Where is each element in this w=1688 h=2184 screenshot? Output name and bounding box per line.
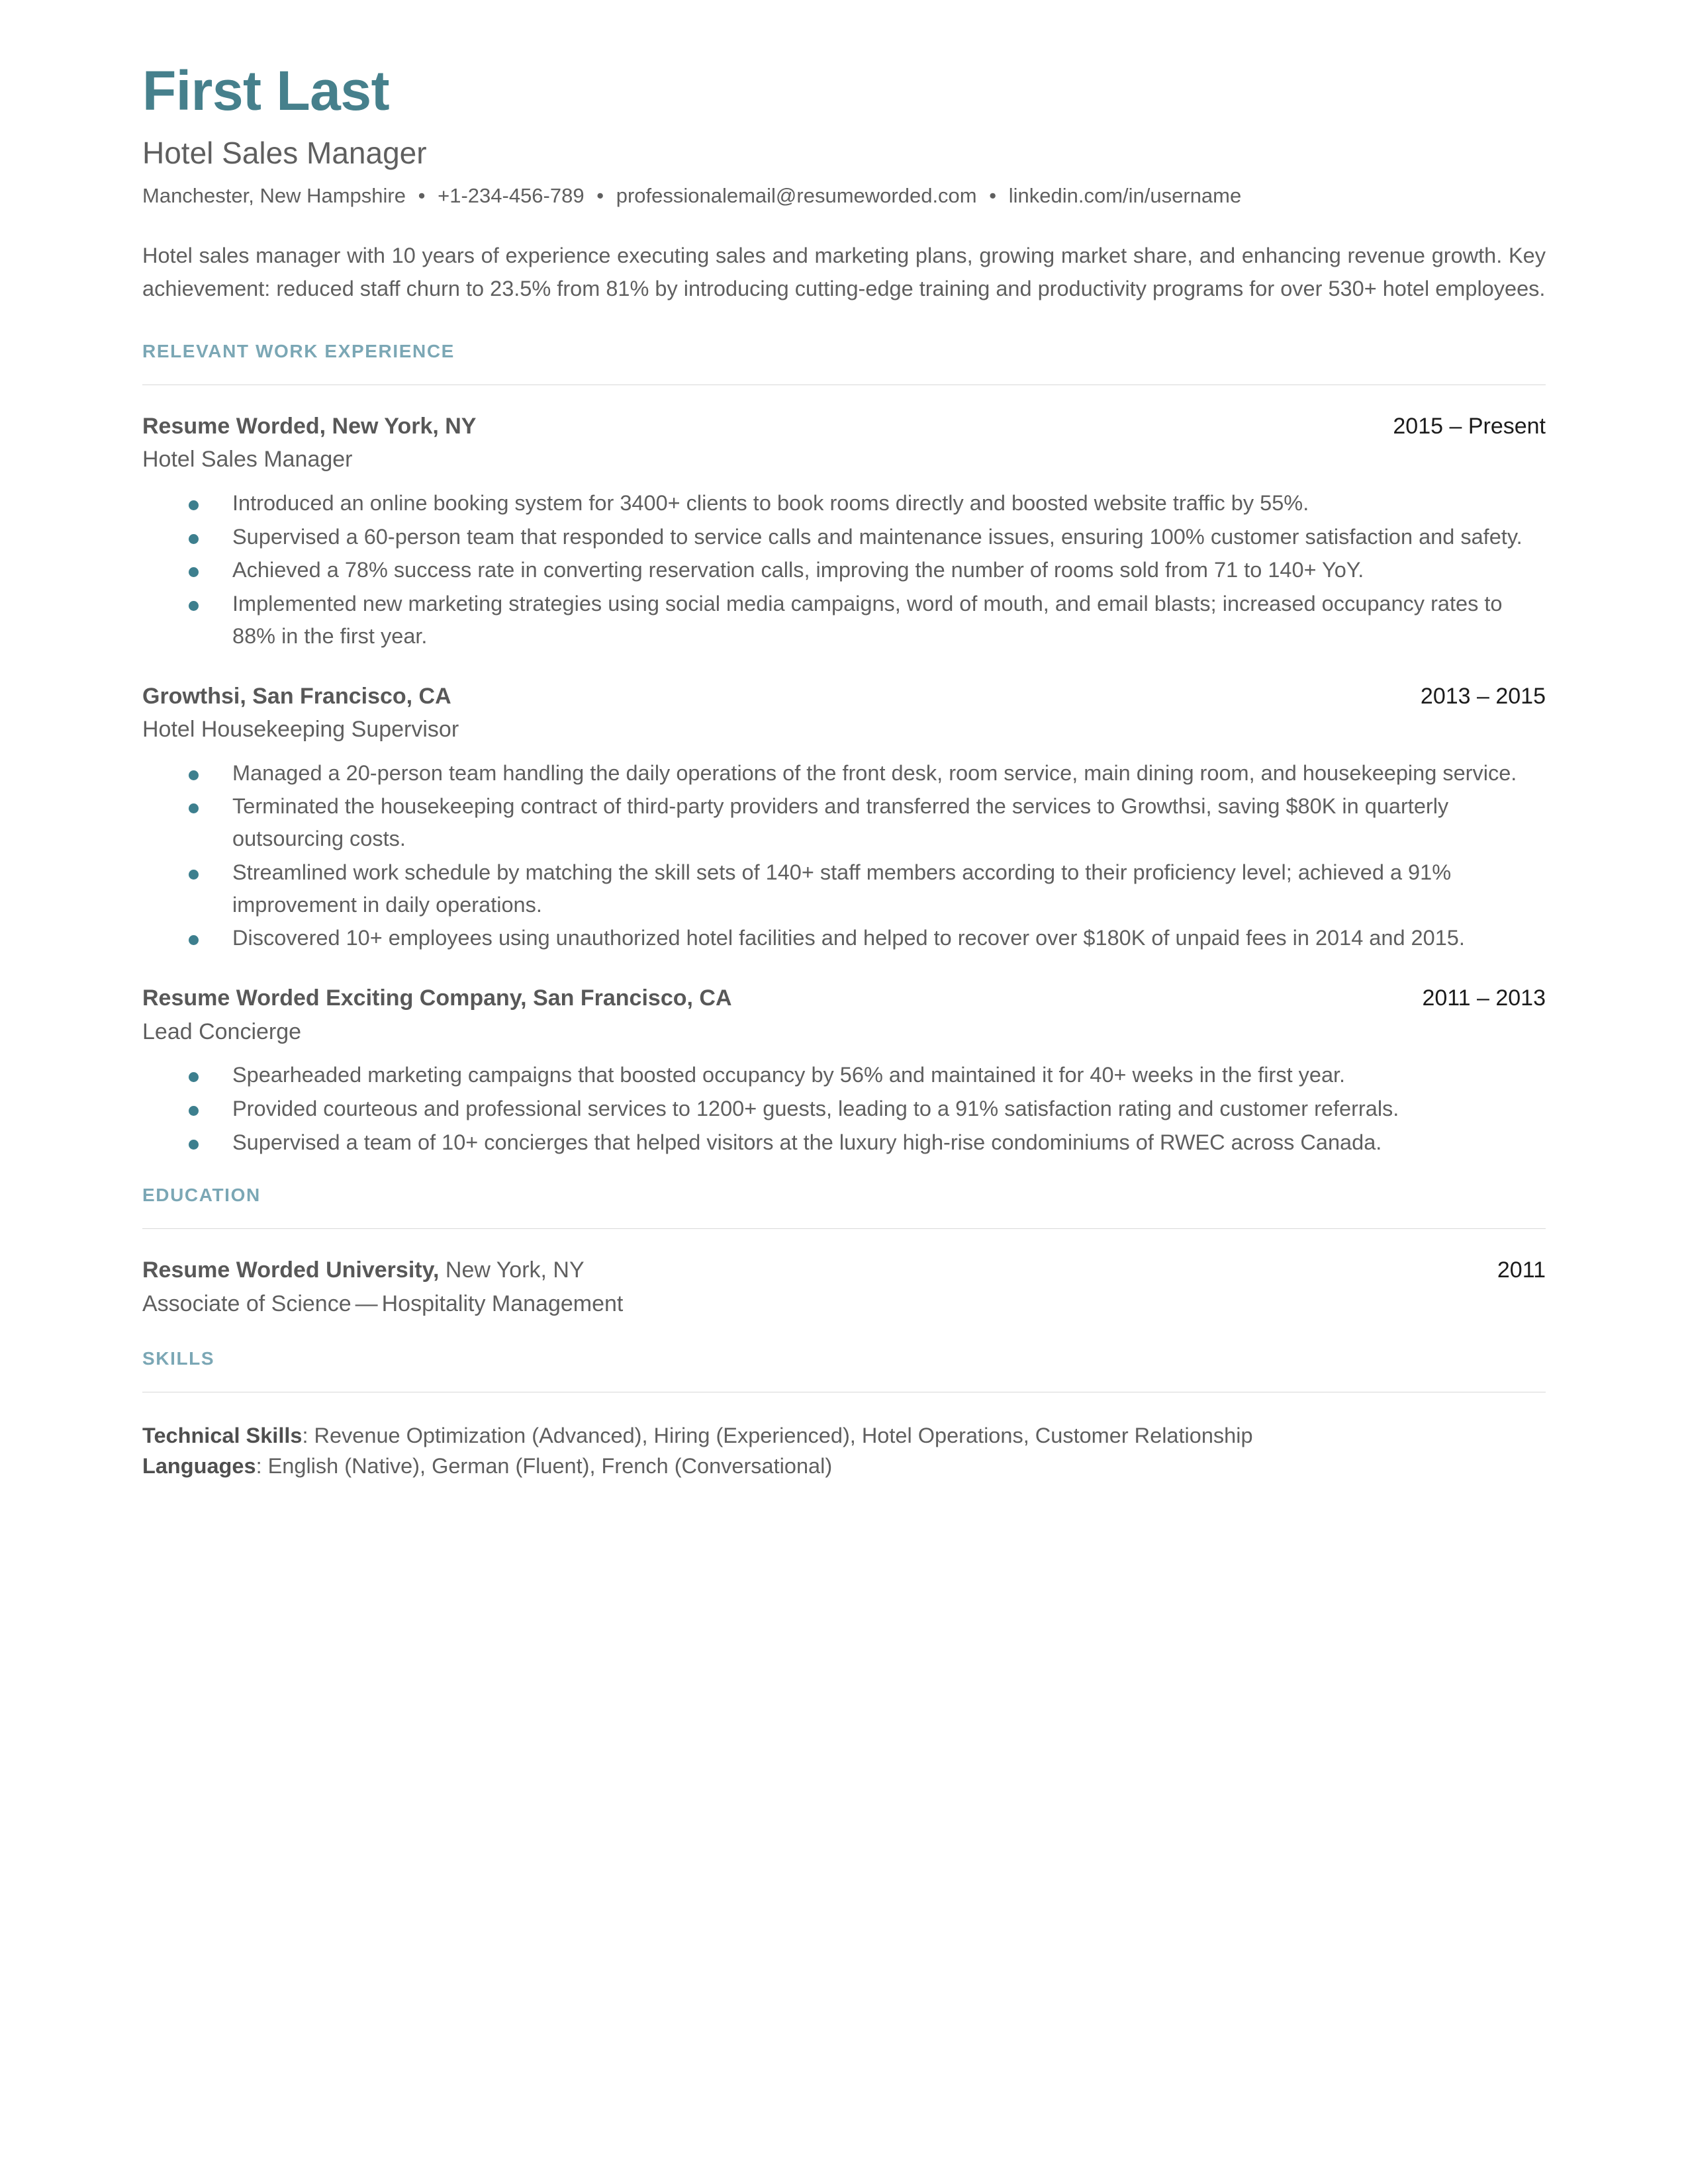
- experience-organization: Resume Worded Exciting Company, San Francisco, CA: [142, 985, 732, 1011]
- resume-header: [142, 60, 1546, 305]
- list-item: Streamlined work schedule by matching the skill sets of 140+ staff members according to their proficiency level; achieved a 91% improvement in daily operations.: [181, 856, 1546, 921]
- education-entry-header: [142, 1257, 1546, 1284]
- skills-technical-value: : Revenue Optimization (Advanced), Hiring (Experienced), Hotel Operations, Customer Relationship: [302, 1424, 1253, 1448]
- contact-location: Manchester, New Hampshire: [142, 183, 406, 207]
- experience-entry: [142, 985, 1546, 1158]
- skills-languages-label: Languages: [142, 1454, 256, 1479]
- page-title: First Last: [142, 60, 390, 122]
- education-degree-field: Hospitality Management: [381, 1291, 624, 1316]
- skills-technical-label: Technical Skills: [142, 1424, 303, 1448]
- education-school-location: New York, NY: [439, 1257, 585, 1283]
- education-degree-type: Associate of Science: [142, 1291, 352, 1316]
- contact-separator-icon: •: [418, 183, 426, 207]
- education-school: [142, 1257, 585, 1284]
- contact-linkedin[interactable]: linkedin.com/in/username: [1008, 183, 1242, 207]
- section-heading-skills: SKILLS: [142, 1348, 215, 1369]
- list-item: Supervised a team of 10+ concierges that helped visitors at the luxury high-rise condominiums of RWEC across Canada.: [181, 1126, 1546, 1159]
- list-item: Achieved a 78% success rate in converting reservation calls, improving the number of rooms sold from 71 to 140+ YoY.: [181, 554, 1546, 586]
- education-entry: [142, 1257, 1546, 1318]
- contact-separator-icon: •: [989, 183, 997, 207]
- experience-entry-header: [142, 413, 1546, 440]
- experience-bullet-list: [142, 1059, 1546, 1158]
- list-item: Spearheaded marketing campaigns that boosted occupancy by 56% and maintained it for 40+ weeks in the first year.: [181, 1059, 1546, 1091]
- section-heading-education: EDUCATION: [142, 1185, 261, 1206]
- experience-dates: 2011 – 2013: [1422, 985, 1546, 1011]
- experience-organization: Growthsi, San Francisco, CA: [142, 683, 451, 709]
- list-item: Introduced an online booking system for 3400+ clients to book rooms directly and boosted website traffic by 55%.: [181, 487, 1546, 520]
- experience-entry: [142, 683, 1546, 954]
- experience-role: Hotel Sales Manager: [142, 447, 353, 473]
- contact-phone[interactable]: +1-234-456-789: [438, 183, 585, 207]
- professional-summary: Hotel sales manager with 10 years of experience executing sales and marketing plans, growing market share, and enhancing revenue growth. Key achievement: reduced staff churn to 23.5% from 81% by introducing cutting-edge training and productivity programs for over 530+ hotel employees.: [142, 244, 1546, 300]
- list-item: Discovered 10+ employees using unauthorized hotel facilities and helped to recover over $180K of unpaid fees in 2014 and 2015.: [181, 922, 1546, 954]
- section-experience: [142, 341, 1546, 1158]
- skills-languages-line: [142, 1451, 1546, 1481]
- section-skills: [142, 1348, 1546, 1481]
- experience-bullet-list: [142, 487, 1546, 653]
- experience-dates: 2015 – Present: [1393, 413, 1546, 439]
- list-item: Terminated the housekeeping contract of third-party providers and transferred the services to Growthsi, saving $80K in quarterly outsourcing costs.: [181, 790, 1546, 855]
- list-item: Provided courteous and professional services to 1200+ guests, leading to a 91% satisfaction rating and customer referrals.: [181, 1093, 1546, 1125]
- experience-entry: [142, 413, 1546, 653]
- contact-email[interactable]: professionalemail@resumeworded.com: [616, 183, 977, 207]
- contact-line: [142, 183, 1546, 209]
- experience-role: Lead Concierge: [142, 1019, 302, 1044]
- experience-entry-header: [142, 985, 1546, 1012]
- section-divider: [142, 1228, 1546, 1229]
- contact-separator-icon: •: [596, 183, 604, 207]
- list-item: Supervised a 60-person team that responded to service calls and maintenance issues, ensuring 100% customer satisfaction and safety.: [181, 521, 1546, 553]
- experience-organization: Resume Worded, New York, NY: [142, 413, 477, 439]
- education-degree: [142, 1291, 1546, 1318]
- headline-job-title: Hotel Sales Manager: [142, 136, 427, 170]
- experience-role: Hotel Housekeeping Supervisor: [142, 717, 459, 743]
- list-item: Managed a 20-person team handling the daily operations of the front desk, room service, main dining room, and housekeeping service.: [181, 757, 1546, 790]
- experience-bullet-list: [142, 757, 1546, 955]
- skills-technical-line: [142, 1420, 1546, 1451]
- education-degree-dash: —: [355, 1291, 378, 1316]
- section-education: [142, 1185, 1546, 1318]
- experience-dates: 2013 – 2015: [1420, 683, 1546, 709]
- education-dates: 2011: [1497, 1257, 1546, 1283]
- list-item: Implemented new marketing strategies using social media campaigns, word of mouth, and email blasts; increased occupancy rates to 88% in the first year.: [181, 588, 1546, 653]
- section-heading-experience: RELEVANT WORK EXPERIENCE: [142, 340, 455, 361]
- skills-languages-value: : English (Native), German (Fluent), French (Conversational): [256, 1454, 833, 1479]
- experience-entry-header: [142, 683, 1546, 710]
- education-school-name: Resume Worded University,: [142, 1257, 440, 1283]
